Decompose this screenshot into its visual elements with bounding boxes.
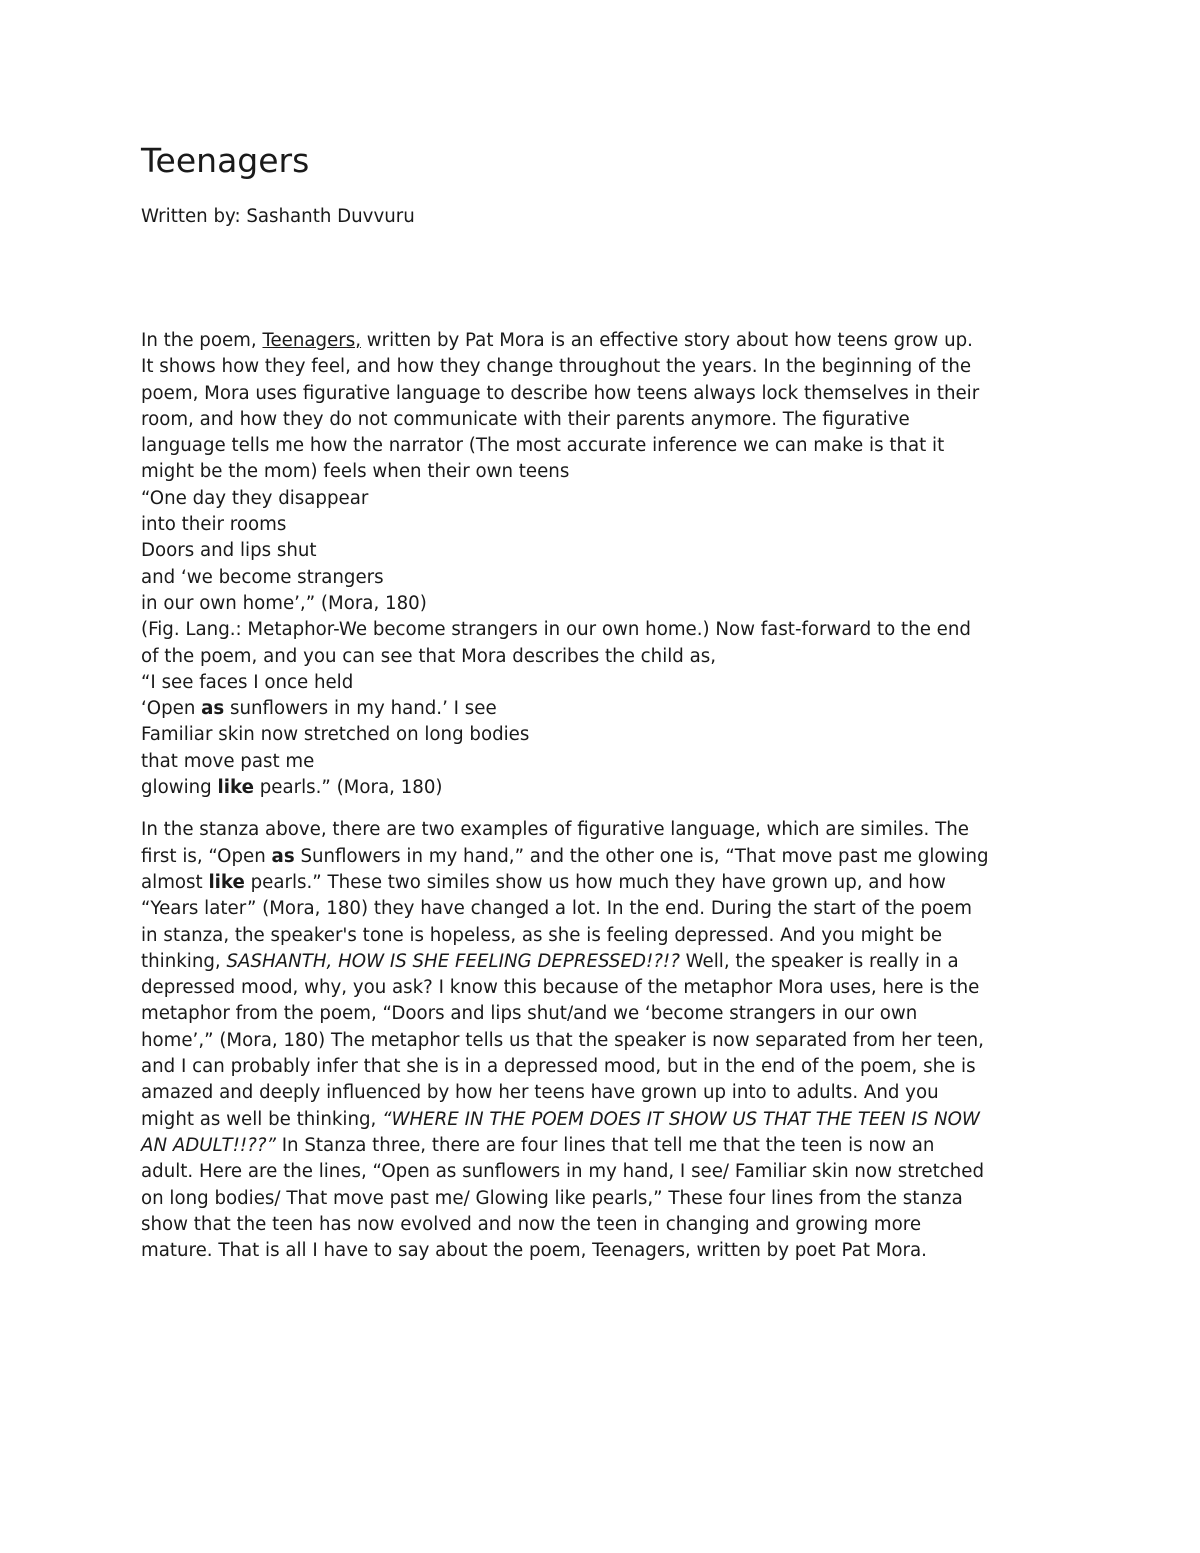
quote-line: Doors and lips shut bbox=[141, 540, 317, 562]
text-span: almost bbox=[141, 871, 209, 893]
document-title: Teenagers bbox=[141, 141, 310, 180]
text-span: Sunflowers in my hand,” and the other one is, “That move past me glowing bbox=[294, 845, 989, 867]
bold-word: like bbox=[208, 871, 245, 893]
text-line: (Fig. Lang.: Metaphor-We become strangers in our own home.) Now fast-forward to the end bbox=[141, 619, 971, 641]
quote-line bbox=[141, 775, 1071, 801]
text-line: home’,” (Mora, 180) The metaphor tells us that the speaker is now separated from her teen, bbox=[141, 1029, 984, 1051]
author-byline: Written by: Sashanth Duvvuru bbox=[141, 206, 415, 227]
text-line: poem, Mora uses figurative language to describe how teens always lock themselves in their bbox=[141, 382, 980, 404]
text-line: might be the mom) feels when their own teens bbox=[141, 461, 570, 483]
quote-line: that move past me bbox=[141, 750, 315, 772]
quote-line: Familiar skin now stretched on long bodies bbox=[141, 724, 530, 746]
text-span: pearls.” These two similes show us how much they have grown up, and how bbox=[244, 871, 946, 893]
text-span: might as well be thinking, bbox=[141, 1108, 383, 1130]
text-span: ‘Open bbox=[141, 698, 202, 720]
text-line: show that the teen has now evolved and now the teen in changing and growing more bbox=[141, 1213, 922, 1235]
text-span: glowing bbox=[141, 777, 218, 799]
text-line: adult. Here are the lines, “Open as sunflowers in my hand, I see/ Familiar skin now stretched bbox=[141, 1161, 985, 1183]
quote-line: “One day they disappear bbox=[141, 487, 369, 509]
text-line: and I can probably infer that she is in a depressed mood, but in the end of the poem, she is bbox=[141, 1056, 976, 1078]
text-line: mature. That is all I have to say about the poem, Teenagers, written by poet Pat Mora. bbox=[141, 1240, 927, 1262]
poem-title-underlined: Teenagers, bbox=[262, 330, 361, 351]
text-line: of the poem, and you can see that Mora describes the child as, bbox=[141, 645, 717, 667]
text-line: room, and how they do not communicate with their parents anymore. The figurative bbox=[141, 408, 910, 430]
quote-line: and ‘we become strangers bbox=[141, 566, 384, 588]
quote-line: into their rooms bbox=[141, 514, 287, 536]
text-line: “Years later” (Mora, 180) they have changed a lot. In the end. During the start of the poem bbox=[141, 898, 973, 920]
italic-text: AN ADULT!!??” bbox=[141, 1134, 276, 1156]
text-line bbox=[141, 844, 1071, 870]
paragraph-intro bbox=[141, 328, 1071, 801]
text-line bbox=[141, 328, 1071, 354]
text-line: depressed mood, why, you ask? I know this because of the metaphor Mora uses, here is the bbox=[141, 977, 980, 999]
text-line: in stanza, the speaker's tone is hopeless, as she is feeling depressed. And you might be bbox=[141, 924, 943, 946]
quote-line: “I see faces I once held bbox=[141, 671, 354, 693]
text-span: In the poem, bbox=[141, 330, 263, 351]
text-line: It shows how they feel, and how they change throughout the years. In the beginning of the bbox=[141, 356, 972, 378]
quote-line: in our own home’,” (Mora, 180) bbox=[141, 592, 427, 614]
text-line: amazed and deeply influenced by how her teens have grown up into to adults. And you bbox=[141, 1082, 939, 1104]
bold-word: like bbox=[217, 777, 254, 799]
italic-text: “WHERE IN THE POEM DOES IT SHOW US THAT THE TEEN IS NOW bbox=[382, 1108, 980, 1130]
text-span: first is, “Open bbox=[141, 845, 272, 867]
text-line bbox=[141, 1107, 1071, 1133]
text-span: written by Pat Mora is an effective story about how teens grow up. bbox=[361, 330, 973, 351]
italic-text: SASHANTH, HOW IS SHE FEELING DEPRESSED!?!? bbox=[226, 950, 680, 972]
text-line bbox=[141, 949, 1071, 975]
bold-word: as bbox=[201, 698, 225, 720]
essay-body bbox=[141, 328, 1071, 1264]
text-span: sunflowers in my hand.’ I see bbox=[224, 698, 497, 720]
text-line bbox=[141, 870, 1071, 896]
text-span: In Stanza three, there are four lines that tell me that the teen is now an bbox=[275, 1134, 935, 1156]
text-span: Well, the speaker is really in a bbox=[679, 950, 959, 972]
text-line: In the stanza above, there are two examples of figurative language, which are similes. The bbox=[141, 819, 969, 841]
text-span: pearls.” (Mora, 180) bbox=[253, 777, 443, 799]
quote-line bbox=[141, 696, 1071, 722]
text-span: thinking, bbox=[141, 950, 227, 972]
paragraph-analysis bbox=[141, 817, 1071, 1264]
text-line: on long bodies/ That move past me/ Glowing like pearls,” These four lines from the stanza bbox=[141, 1187, 963, 1209]
paragraph-spacer bbox=[141, 801, 1071, 817]
text-line: metaphor from the poem, “Doors and lips shut/and we ‘become strangers in our own bbox=[141, 1003, 918, 1025]
bold-word: as bbox=[271, 845, 295, 867]
text-line bbox=[141, 1133, 1071, 1159]
text-line: language tells me how the narrator (The most accurate inference we can make is that it bbox=[141, 435, 945, 457]
